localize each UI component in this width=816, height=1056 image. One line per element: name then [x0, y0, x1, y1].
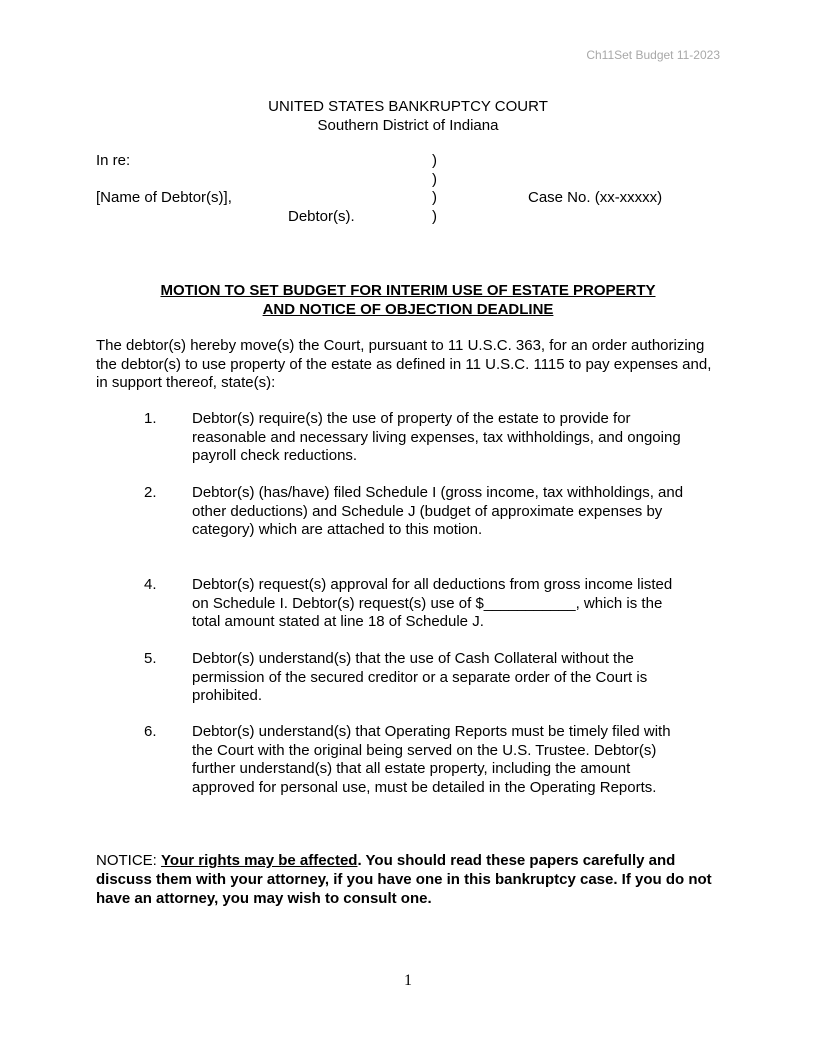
court-heading — [0, 97, 816, 135]
item-text: Debtor(s) (has/have) filed Schedule I (gross income, tax withholdings, and other deductions) and Schedule J (budget of approximate expenses by category) which are attached to this motion. — [192, 484, 684, 538]
caption-paren: ) — [432, 189, 437, 206]
item-text: Debtor(s) understand(s) that the use of Cash Collateral without the permission of the secured creditor or a separate order of the Court is prohibited. — [192, 650, 648, 704]
motion-title-line1: MOTION TO SET BUDGET FOR INTERIM USE OF ESTATE PROPERTY — [160, 282, 656, 299]
form-code-header: Ch11Set Budget 11-2023 — [586, 48, 720, 62]
intro-paragraph: The debtor(s) hereby move(s) the Court, pursuant to 11 U.S.C. 363, for an order authorizing the debtor(s) to use property of the estate as defined in 11 U.S.C. 1115 to pay expenses and, in support thereof, state(s): — [96, 337, 712, 391]
notice-rights-affected: Your rights may be affected — [161, 852, 358, 869]
notice-label: NOTICE: — [96, 852, 162, 869]
notice-body: . You should read these papers carefully and discuss them with your attorney, if you have one in this bankruptcy case. If you do not have an attorney, you may wish to consult one. — [96, 852, 712, 907]
case-caption — [96, 152, 736, 228]
motion-title — [0, 281, 816, 319]
debtor-name: [Name of Debtor(s)], — [96, 189, 232, 206]
court-name: UNITED STATES BANKRUPTCY COURT — [268, 98, 548, 115]
page-number: 1 — [404, 972, 412, 989]
court-district: Southern District of Indiana — [317, 117, 499, 134]
item-number: 6. — [144, 723, 157, 740]
item-text: Debtor(s) request(s) approval for all deductions from gross income listed on Schedule I. Debtor(s) request(s) use of $___________, which is the total amount stated at line 18 of Schedule J. — [192, 576, 673, 630]
item-text: Debtor(s) require(s) the use of property of the estate to provide for reasonable and necessary living expenses, tax withholdings, and ongoing payroll check reductions. — [192, 410, 681, 464]
item-number: 5. — [144, 650, 157, 667]
item-number: 4. — [144, 576, 157, 593]
caption-paren: ) — [432, 171, 437, 188]
caption-paren: ) — [432, 208, 437, 225]
motion-title-line2: AND NOTICE OF OBJECTION DEADLINE — [262, 301, 554, 318]
item-number: 2. — [144, 484, 157, 501]
notice-paragraph — [96, 851, 726, 908]
item-text: Debtor(s) understand(s) that Operating Reports must be timely filed with the Court with the original being served on the U.S. Trustee. Debtor(s) further understand(s) that all estate property, including the amount approved for personal use, must be detailed in the Operating Reports. — [192, 723, 671, 796]
debtor-label: Debtor(s). — [288, 208, 355, 225]
item-number: 1. — [144, 410, 157, 427]
caption-paren: ) — [432, 152, 437, 169]
case-number: Case No. (xx-xxxxx) — [528, 189, 663, 206]
in-re-label: In re: — [96, 152, 131, 169]
